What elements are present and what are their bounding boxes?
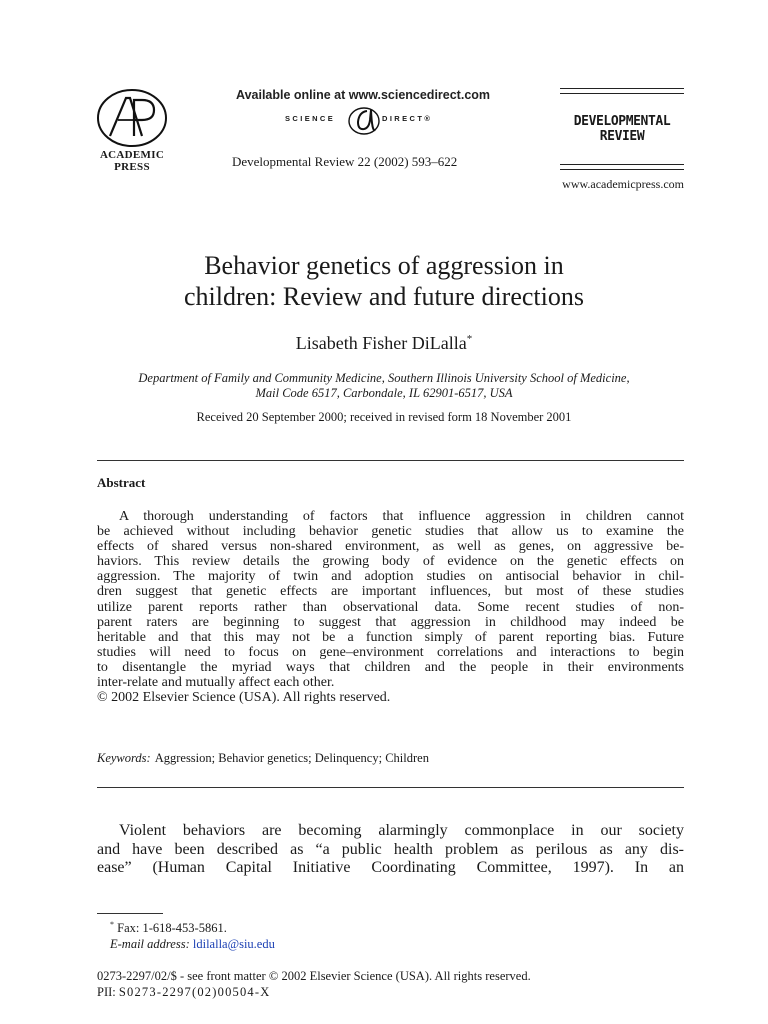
abstract-line: aggression. The majority of twin and adoption studies on antisocial behavior in chil- [97,569,684,585]
abstract-line: inter-relate and mutually affect each other. [97,675,335,691]
abstract-line: be achieved without including behavior genetic studies that allow us to examine the [97,524,684,540]
abstract-line: utilize parent reports rather than observational data. Some recent studies of non- [97,599,684,615]
body-line: ease” (Human Capital Initiative Coordinating Committee, 1997). In an [97,859,684,876]
keywords-label: Keywords: [97,751,151,765]
footnote-rule [97,913,163,914]
abstract-line: heritable and that this may not be a function simply of parent reporting bias. Future [97,629,684,645]
body-line: Violent behaviors are becoming alarmingly commonplace in our society [119,822,684,839]
keywords [97,751,429,766]
email-link[interactable]: ldilalla@siu.edu [192,937,275,952]
journal-rule-top-2 [560,93,684,94]
abstract-line: haviors. This review details the growing body of evidence on the genetic effects on [97,554,684,570]
author-affiliation: Department of Family and Community Medicine, Southern Illinois University School of Medicine, Mail Code 6517, Carbondale, IL 62901-6517, USA [138,371,630,400]
journal-title: DEVELOPMENTAL REVIEW [573,114,671,144]
academic-press-logo [96,88,168,148]
abstract-top-rule [97,460,684,461]
sciencedirect-mark-icon [347,106,381,136]
pii-label: PII: [97,985,116,999]
journal-url[interactable]: www.academicpress.com [562,177,684,191]
journal-rule-bottom-1 [560,164,684,165]
abstract-line: effects of shared versus non-shared environment, as well as genes, on aggressive be- [97,539,684,555]
body-line: and have been described as “a public health problem as perilous as any dis- [97,840,684,858]
pii-value: S0273-2297(02)00504-X [118,985,271,999]
abstract-line: studies will need to focus on gene–environment correlations and interactions to begin [97,644,684,660]
sd-direct-text: DIRECT® [382,114,433,123]
journal-rule-bottom-2 [560,169,684,170]
sd-science-text: SCIENCE [285,114,336,123]
abstract-bottom-rule [97,787,684,788]
footer [97,968,531,1000]
footnote-fax: * Fax: 1-618-453-5861. [110,920,227,936]
sciencedirect-logo [285,106,455,136]
front-matter-line: 0273-2297/02/$ - see front matter © 2002 Elsevier Science (USA). All rights reserved. [97,969,531,983]
journal-rule-top-1 [560,88,684,89]
abstract-text [97,509,684,705]
received-dates: Received 20 September 2000; received in revised form 18 November 2001 [196,410,572,424]
footnote-email [110,936,275,952]
abstract-copyright: © 2002 Elsevier Science (USA). All rights reserved. [97,690,391,706]
author-name: Lisabeth Fisher DiLalla [295,333,467,353]
pii-line [97,984,531,1000]
author-footnote-mark[interactable]: * [466,333,473,345]
available-online-text: Available online at www.sciencedirect.com [236,88,491,102]
abstract-line: parent raters are beginning to suggest that aggression in childhood may indeed be [97,614,684,630]
article-author [0,333,768,354]
author-footnote [110,917,275,952]
body-paragraph [97,822,684,878]
article-title: Behavior genetics of aggression in children: Review and future directions [184,251,584,311]
abstract-heading: Abstract [97,475,146,490]
footnote-mark: * [110,920,114,929]
keywords-list: Aggression; Behavior genetics; Delinquency; Children [154,751,429,765]
abstract-line: to disentangle the myriad ways that children and the people in their environments [97,659,684,675]
email-label: E-mail address: [110,937,190,952]
abstract-line: A thorough understanding of factors that influence aggression in children cannot [119,509,684,524]
journal-citation: Developmental Review 22 (2002) 593–622 [232,154,458,169]
abstract-line: dren suggest that genetic effects are important influences, but most of these studies [97,584,684,600]
publisher-name: ACADEMIC PRESS [99,149,165,173]
